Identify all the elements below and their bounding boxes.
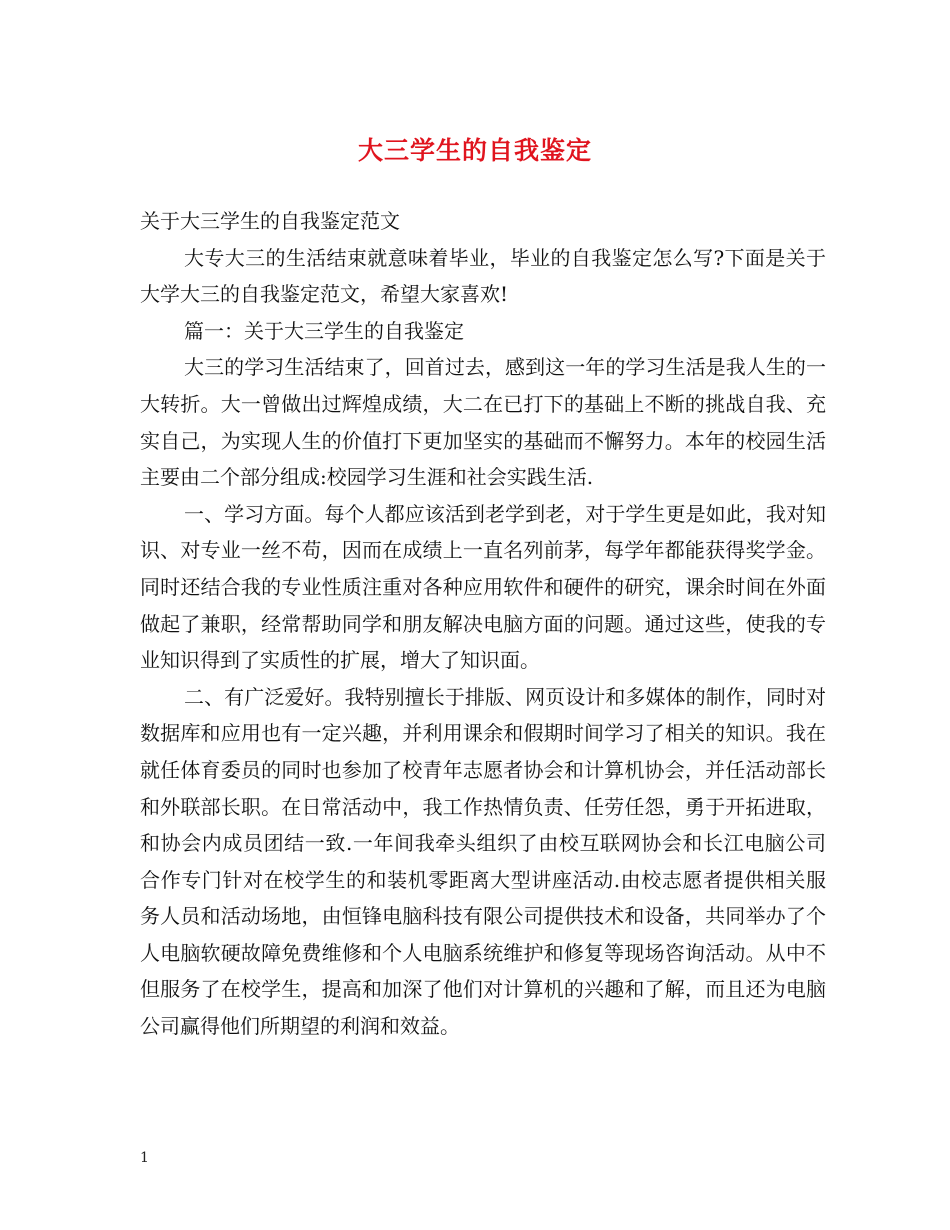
document-body [140,203,826,1045]
page-number: 1 [140,1150,149,1166]
paragraph-study: 一、学习方面。每个人都应该活到老学到老，对于学生更是如此，我对知识、对专业一丝不苟，因而在成绩上一直名列前茅，每学年都能获得奖学金。同时还结合我的专业性质注重对各种应用软件和硬件的研究，课余时间在外面做起了兼职，经常帮助同学和朋友解决电脑方面的问题。通过这些，使我的专业知识得到了实质性的扩展，增大了知识面。 [140,501,826,673]
paragraph-hobbies: 二、有广泛爱好。我特别擅长于排版、网页设计和多媒体的制作，同时对数据库和应用也有一定兴趣，并利用课余和假期时间学习了相关的知识。我在就任体育委员的同时也参加了校青年志愿者协会和计算机协会，并任活动部长和外联部长职。在日常活动中，我工作热情负责、任劳任怨，勇于开拓进取，和协会内成员团结一致.一年间我牵头组织了由校互联网协会和长江电脑公司合作专门针对在校学生的和装机零距离大型讲座活动.由校志愿者提供相关服务人员和活动场地，由恒锋电脑科技有限公司提供技术和设备，共同举办了个人电脑软硬故障免费维修和个人电脑系统维护和修复等现场咨询活动。从中不但服务了在校学生，提高和加深了他们对计算机的兴趣和了解，而且还为电脑公司赢得他们所期望的利润和效益。 [140,684,826,1039]
paragraph-section-title: 篇一：关于大三学生的自我鉴定 [184,318,464,343]
paragraph-heading: 关于大三学生的自我鉴定范文 [140,209,400,233]
document-title: 大三学生的自我鉴定 [357,136,592,165]
paragraph-overview: 大三的学习生活结束了，回首过去，感到这一年的学习生活是我人生的一大转折。大一曾做出过辉煌成绩，大二在已打下的基础上不断的挑战自我、充实自己，为实现人生的价值打下更加坚实的基础而不懈努力。本年的校园生活主要由二个部分组成:校园学习生涯和社会实践生活. [140,355,826,490]
paragraph-intro: 大专大三的生活结束就意味着毕业，毕业的自我鉴定怎么写?下面是关于大学大三的自我鉴定范文，希望大家喜欢! [140,245,826,307]
